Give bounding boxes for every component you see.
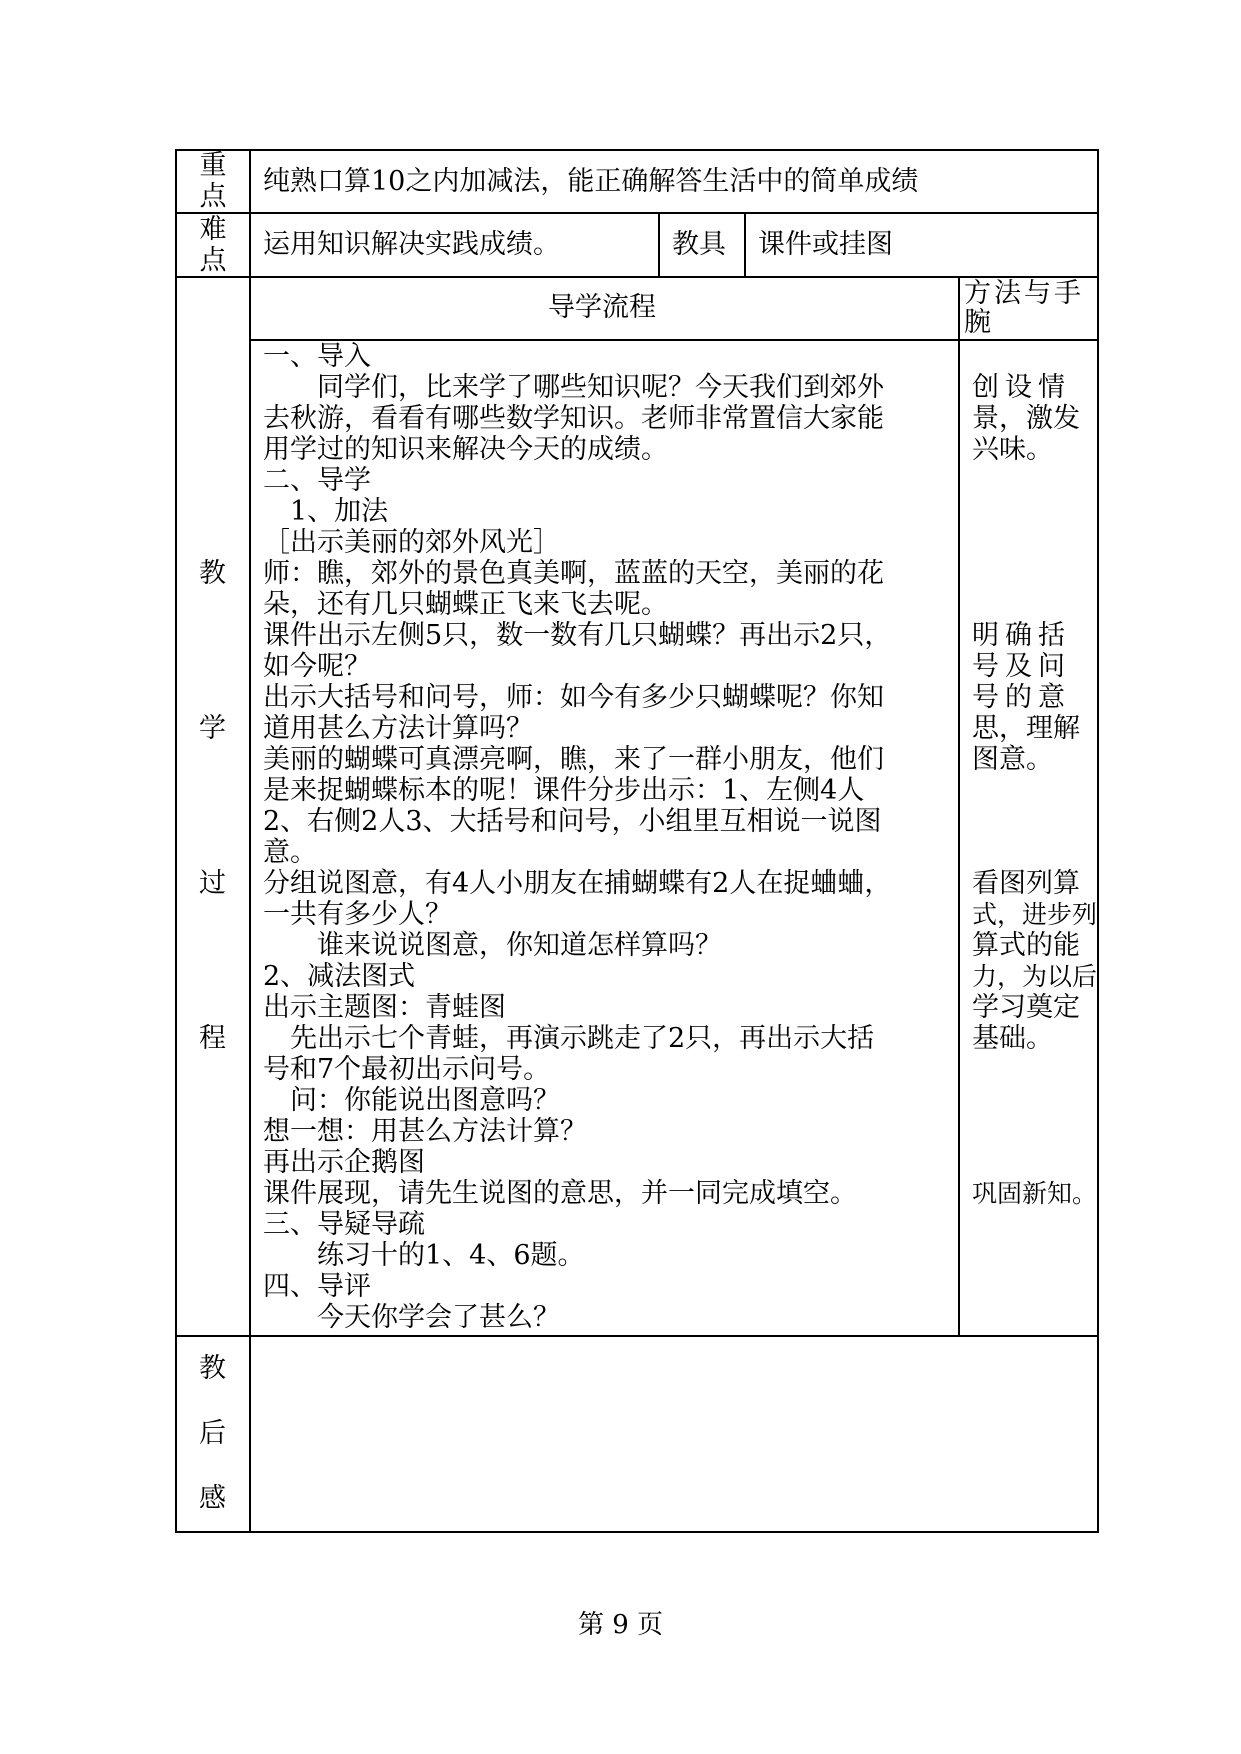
tools-label: 教具 [672, 229, 726, 260]
process-line: 2、右侧2人3、大括号和问号，小组里互相说一说图 [263, 806, 882, 837]
label-char: 点 [199, 245, 227, 276]
process-line: 谁来说说图意，你知道怎样算吗？ [263, 930, 722, 961]
method-line: 力，为以后 [972, 962, 1098, 991]
difficult-points-label [193, 214, 233, 276]
process-line: 道用甚么方法计算吗？ [263, 713, 533, 744]
process-side-label-char: 过 [199, 868, 226, 899]
process-line: 分组说图意，有4人小朋友在捕蝴蝶有2人在捉蛐蛐， [263, 868, 892, 899]
key-points-content: 纯熟口算10之内加减法，能正确解答生活中的简单成绩 [263, 166, 919, 197]
process-line: 美丽的蝴蝶可真漂亮啊，瞧，来了一群小朋友，他们 [263, 744, 884, 775]
process-line: 二、导学 [263, 465, 371, 496]
method-header-line-1: 方法与手 [964, 278, 1084, 309]
process-line: 2、减法图式 [263, 961, 416, 992]
process-line: 先出示七个青蛙，再演示跳走了2只，再出示大括 [263, 1023, 875, 1054]
method-line: 图意。 [972, 744, 1053, 775]
process-line: 课件出示左侧5只，数一数有几只蝴蝶？再出示2只， [263, 620, 892, 651]
process-line: 是来捉蝴蝶标本的呢！课件分步出示：1、左侧4人 [263, 775, 865, 806]
process-line: 朵，还有几只蝴蝶正飞来飞去呢。 [263, 589, 668, 620]
difficult-points-content: 运用知识解决实践成绩。 [263, 229, 560, 260]
key-points-label [193, 150, 233, 212]
process-line: 四、导评 [263, 1271, 371, 1302]
process-side-label-char: 学 [199, 713, 226, 744]
method-line: 景，激发 [972, 403, 1080, 434]
process-line: 意。 [263, 837, 317, 868]
process-line: 1、加法 [263, 496, 389, 527]
page-number: 第 9 页 [577, 1610, 664, 1640]
method-line: 巩固新知。 [972, 1179, 1098, 1208]
row-divider-3 [175, 1335, 1099, 1337]
process-line: 再出示企鹅图 [263, 1147, 425, 1178]
process-line: 今天你学会了甚么？ [263, 1302, 560, 1333]
method-line: 号的意 [972, 682, 1071, 713]
method-line: 基础。 [972, 1023, 1053, 1054]
process-line: 同学们，比来学了哪些知识呢？今天我们到郊外 [263, 372, 884, 403]
label-char: 点 [199, 181, 227, 212]
label-column-divider [249, 149, 251, 1533]
method-line: 学习奠定 [972, 992, 1080, 1023]
process-side-label-char: 教 [199, 558, 226, 589]
table-border-left [175, 149, 177, 1533]
table-border-top [175, 149, 1099, 151]
process-line: 课件展现，请先生说图的意思，并一同完成填空。 [263, 1178, 857, 1209]
process-line: ［出示美丽的郊外风光］ [263, 527, 560, 558]
process-header: 导学流程 [548, 292, 656, 323]
process-line: 出示大括号和问号，师：如今有多少只蝴蝶呢？你知 [263, 682, 884, 713]
method-line: 式，进步列 [972, 900, 1098, 929]
process-line: 问：你能说出图意吗？ [263, 1085, 560, 1116]
table-border-right [1097, 149, 1099, 1533]
tools-divider-right [744, 212, 746, 276]
tools-value: 课件或挂图 [758, 229, 893, 260]
method-column-divider [958, 276, 960, 1336]
process-line: 出示主题图：青蛙图 [263, 992, 506, 1023]
label-char: 难 [199, 214, 227, 245]
process-line: 一、导入 [263, 341, 371, 372]
method-header-line-2: 腕 [964, 307, 991, 338]
method-line: 明确括 [972, 620, 1071, 651]
method-line: 号及问 [972, 651, 1071, 682]
reflection-label-char: 后 [199, 1418, 226, 1449]
method-line: 思，理解 [972, 713, 1080, 744]
process-line: 三、导疑导疏 [263, 1209, 425, 1240]
row-divider-1 [175, 212, 1099, 214]
row-divider-2 [175, 276, 1099, 278]
process-line: 去秋游，看看有哪些数学知识。老师非常置信大家能 [263, 403, 884, 434]
tools-divider-left [658, 212, 660, 276]
method-line: 算式的能 [972, 930, 1080, 961]
process-line: 号和7个最初出示问号。 [263, 1054, 551, 1085]
process-line: 练习十的1、4、6题。 [263, 1240, 585, 1271]
process-line: 如今呢？ [263, 651, 371, 682]
method-line: 创设情 [972, 372, 1071, 403]
process-line: 想一想：用甚么方法计算？ [263, 1116, 587, 1147]
process-line: 一共有多少人？ [263, 899, 452, 930]
label-char: 重 [199, 150, 227, 181]
reflection-label-char: 感 [199, 1483, 226, 1514]
table-border-bottom [175, 1531, 1099, 1533]
header-divider [250, 339, 1099, 341]
reflection-label-char: 教 [199, 1353, 226, 1384]
method-line: 兴味。 [972, 434, 1053, 465]
process-side-label-char: 程 [199, 1023, 226, 1054]
process-line: 师：瞧，郊外的景色真美啊，蓝蓝的天空，美丽的花 [263, 558, 884, 589]
process-line: 用学过的知识来解决今天的成绩。 [263, 434, 668, 465]
method-line: 看图列算 [972, 868, 1080, 899]
